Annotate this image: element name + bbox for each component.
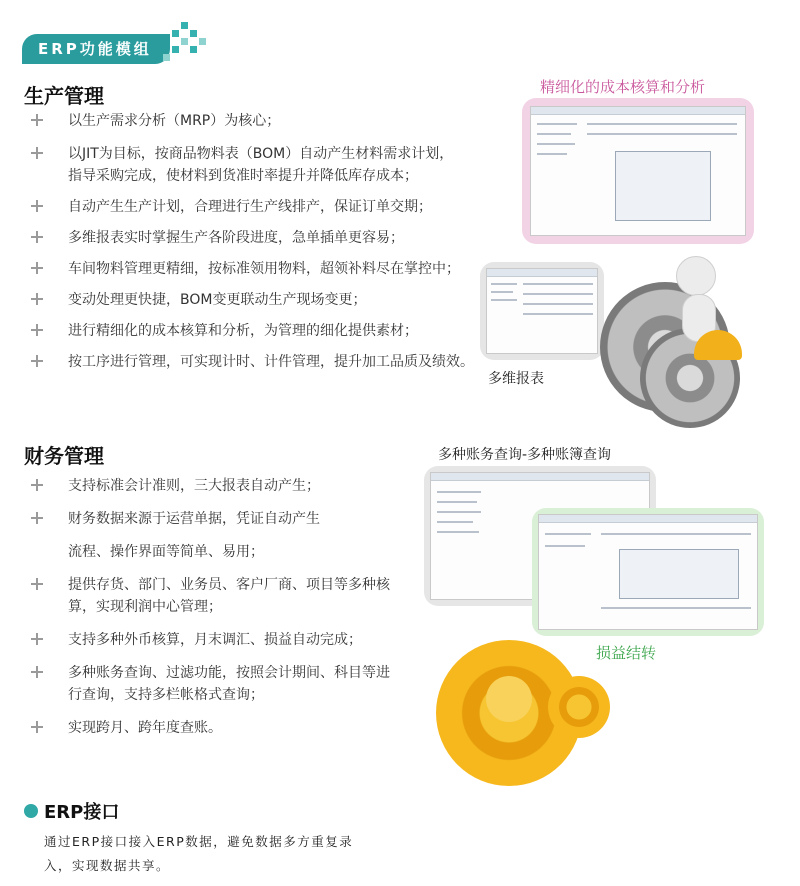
plus-bullet-icon — [30, 354, 44, 368]
plus-bullet-icon — [30, 478, 44, 492]
list-item: 财务数据来源于运营单据，凭证自动产生 — [30, 508, 450, 530]
pnl-caption: 损益结转 — [596, 644, 657, 662]
cost-analysis-caption: 精细化的成本核算和分析 — [540, 78, 706, 96]
plus-bullet-icon — [30, 323, 44, 337]
plus-bullet-icon — [30, 230, 44, 244]
list-item: 以生产需求分析（MRP）为核心； — [30, 110, 490, 132]
report-screenshot — [480, 262, 604, 360]
list-item: 支持标准会计准则，三大报表自动产生； — [30, 475, 450, 497]
list-item: 多种账务查询、过滤功能，按照会计期间、科目等进 行查询，支持多栏帐格式查询； — [30, 662, 450, 706]
erp-title: ERP接口 — [44, 802, 120, 823]
plus-bullet-icon — [30, 511, 44, 525]
plus-bullet-icon — [30, 113, 44, 127]
list-item: 自动产生生产计划，合理进行生产线排产，保证订单交期； — [30, 196, 490, 218]
list-item: 支持多种外币核算，月末调汇、损益自动完成； — [30, 629, 450, 651]
plus-bullet-icon — [30, 146, 44, 160]
production-list — [30, 110, 490, 373]
plus-bullet-icon — [30, 720, 44, 734]
list-item: 提供存货、部门、业务员、客户厂商、项目等多种核 算，实现利润中心管理； — [30, 574, 450, 618]
list-item: 变动处理更快捷，BOM变更联动生产现场变更； — [30, 289, 490, 311]
list-item: 实现跨月、跨年度查账。 — [30, 717, 450, 739]
production-title: 生产管理 — [24, 84, 104, 108]
plus-bullet-icon — [30, 261, 44, 275]
cost-analysis-screenshot — [522, 98, 754, 244]
list-item: 车间物料管理更精细，按标准领用物料，超领补料尽在掌控中； — [30, 258, 490, 280]
list-item: 以JIT为目标，按商品物料表（BOM）自动产生材料需求计划， 指导采购完成，使材料到货准时率提升并降低库存成本； — [30, 143, 490, 187]
list-item: 多维报表实时掌握生产各阶段进度，急单插单更容易； — [30, 227, 490, 249]
pnl-transfer-screenshot — [532, 508, 764, 636]
list-item: 流程、操作界面等简单、易用； — [68, 544, 264, 560]
erp-bullet-icon — [24, 804, 38, 818]
finance-list — [30, 475, 450, 739]
account-query-caption: 多种账务查询-多种账簿查询 — [438, 447, 612, 463]
list-item: 按工序进行管理，可实现计时、计件管理，提升加工品质及绩效。 — [30, 351, 490, 373]
list-item: 进行精细化的成本核算和分析，为管理的细化提供素材； — [30, 320, 490, 342]
plus-bullet-icon — [30, 199, 44, 213]
plus-bullet-icon — [30, 632, 44, 646]
erp-description: 通过ERP接口接入ERP数据，避免数据多方重复录 入，实现数据共享。 — [44, 834, 354, 873]
report-caption: 多维报表 — [488, 371, 544, 387]
finance-title: 财务管理 — [24, 444, 104, 468]
plus-bullet-icon — [30, 665, 44, 679]
plus-bullet-icon — [30, 292, 44, 306]
plus-bullet-icon — [30, 577, 44, 591]
module-badge: ERP功能模组 — [22, 34, 170, 64]
